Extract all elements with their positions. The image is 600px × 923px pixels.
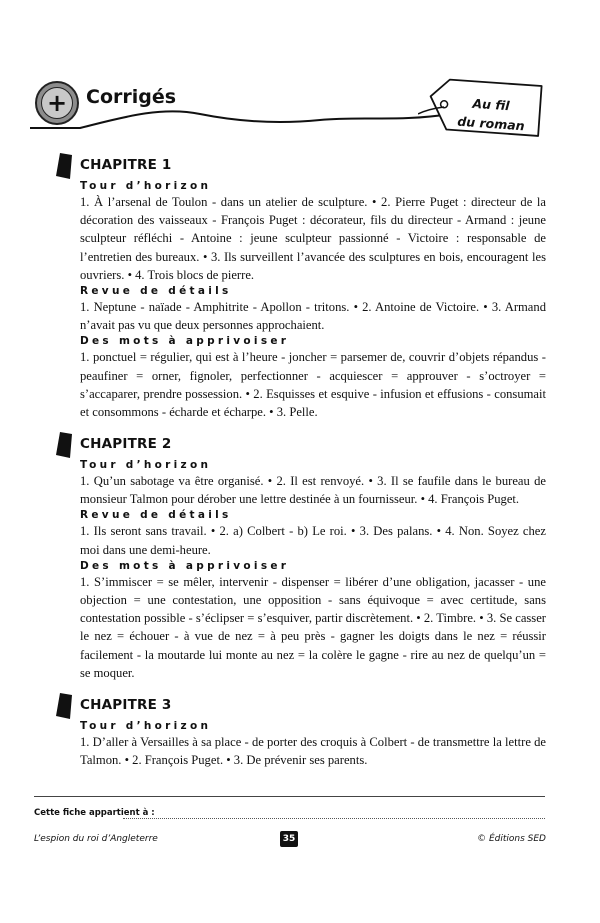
section-heading: Tour d’horizon [80, 180, 212, 192]
section-heading: Revue de détails [80, 509, 232, 522]
footer-divider [34, 796, 545, 797]
chapter-2 [80, 435, 546, 682]
section-text: 1. S’immiscer = se mêler, intervenir - dispenser = libérer d’une obligation, jacasser - une objection = une contestation, une opposition - sans équivoque = avec certitude, sans contestation possible - s’éclipser = s’esquiver, partir discrètement. • 2. Timbre. • 3. Se casser le nez = échouer - à vue de nez = à peu près - gagner les doigts dans le nez = réussir facilement - la moutarde lui monte au nez = la colère le gagne - rire au nez de quelqu’un = se moquer. [80, 574, 546, 680]
page-title: Corrigés [86, 86, 177, 108]
section-text: 1. Qu’un sabotage va être organisé. • 2. Il est renvoyé. • 3. Il se faufile dans le bureau de monsieur Talmon pour dérober une lettre destinée à un fournisseur. • 4. François Puget. [80, 474, 546, 507]
chapter-marker-icon [56, 432, 74, 458]
chapter-marker-icon [56, 693, 74, 719]
chapter-title: CHAPITRE 1 [80, 157, 172, 173]
section-text: 1. Ils seront sans travail. • 2. a) Colbert - b) Le roi. • 3. Des palans. • 4. Non. Soyez chez moi dans une demi-heure. [80, 524, 546, 557]
chapter-marker-icon [56, 153, 74, 179]
tag-line-1: Au fil [471, 95, 511, 114]
page-number: 35 [280, 831, 298, 847]
owner-name-line [123, 818, 545, 819]
chapter-1 [80, 156, 546, 421]
book-title: L’espion du roi d’Angleterre [34, 834, 158, 844]
plus-icon: + [41, 87, 73, 119]
chapter-title: CHAPITRE 3 [80, 697, 172, 713]
publisher: © Éditions SED [477, 834, 546, 844]
section-heading: Tour d’horizon [80, 459, 212, 471]
section-heading: Des mots à apprivoiser [80, 559, 290, 572]
header-wave-line [30, 100, 470, 130]
section-heading: Des mots à apprivoiser [80, 335, 290, 348]
tag-line-2: du roman [456, 113, 526, 134]
section-text: 1. ponctuel = régulier, qui est à l’heure - joncher = parsemer de, couvrir d’objets répandus - peaufiner = orner, fignoler, perfectionner - acquiescer = approuver - s’octroyer = s’accaparer, prendre possession. • 2. Esquisses et esquive - infusion et effusions - consumait et consommons - écharde et écharpe. • 3. Pelle. [80, 350, 546, 420]
owner-label: Cette fiche appartient à : [34, 808, 155, 818]
section-heading: Tour d’horizon [80, 720, 212, 732]
section-text: 1. D’aller à Versailles à sa place - de porter des croquis à Colbert - de transmettre la lettre de Talmon. • 2. François Puget. • 3. De prévenir ses parents. [80, 735, 546, 768]
section-heading: Revue de détails [80, 285, 232, 298]
chapter-title: CHAPITRE 2 [80, 436, 172, 452]
section-text: 1. À l’arsenal de Toulon - dans un atelier de sculpture. • 2. Pierre Puget : directeur de la décoration des vaisseaux - François Puget : décorateur, fils du directeur - Armand : jeune sculpteur réfléchi - Antoine : jeune sculpteur passionné - Victoire : responsable de l’entretien des bureaux. • 3. Ils surveillent l’avancée des sculptures en bois, encouragent les ouvriers. • 4. Trois blocs de pierre. [80, 195, 546, 282]
chapter-3 [80, 696, 546, 769]
section-text: 1. Neptune - naïade - Amphitrite - Apollon - tritons. • 2. Antoine de Victoire. • 3. Armand n’avait pas vu que deux personnes approchaient. [80, 300, 546, 333]
